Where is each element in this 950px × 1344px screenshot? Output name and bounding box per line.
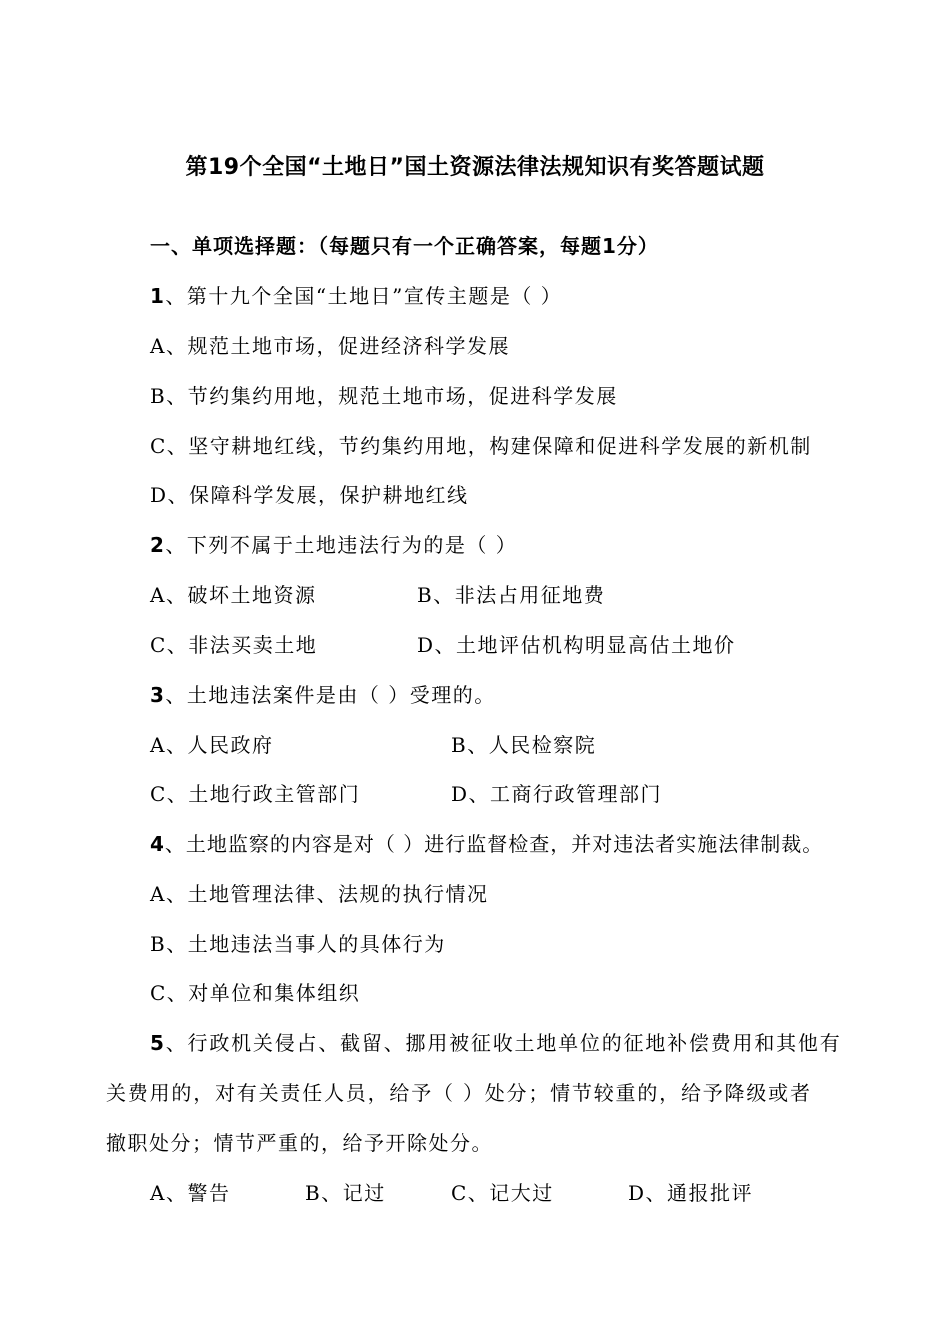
option-5a: A、警告	[150, 1181, 231, 1205]
question-5-continued: 关费用的，对有关责任人员，给予（ ）处分；情节较重的，给予降级或者	[106, 1081, 812, 1105]
option-1a: A、规范土地市场，促进经济科学发展	[150, 334, 510, 358]
question-5-continued: 撤职处分；情节严重的，给予开除处分。	[106, 1131, 493, 1155]
option-2d: D、土地评估机构明显高估土地价	[417, 633, 736, 657]
option-5c: C、记大过	[451, 1181, 554, 1205]
option-1d: D、保障科学发展，保护耕地红线	[150, 483, 469, 507]
question-number: 5	[150, 1031, 166, 1055]
option-3c: C、土地行政主管部门	[150, 782, 361, 806]
question-2	[150, 529, 517, 558]
option-3a: A、人民政府	[150, 733, 274, 757]
option-4a: A、土地管理法律、法规的执行情况	[150, 882, 489, 906]
option-4c: C、对单位和集体组织	[150, 981, 361, 1005]
option-4b: B、土地违法当事人的具体行为	[150, 932, 446, 956]
option-2b: B、非法占用征地费	[417, 583, 606, 607]
option-1b: B、节约集约用地，规范土地市场，促进科学发展	[150, 384, 618, 408]
question-number: 4	[150, 832, 165, 856]
option-5d: D、通报批评	[628, 1181, 754, 1205]
question-text: 、行政机关侵占、截留、挪用被征收土地单位的征地补偿费用和其他有	[165, 1031, 842, 1055]
option-3d: D、工商行政管理部门	[451, 782, 663, 806]
question-1	[150, 280, 562, 309]
option-5b: B、记过	[305, 1181, 386, 1205]
question-3	[150, 679, 496, 708]
question-4	[150, 828, 823, 857]
question-text: 、土地违法案件是由（ ）受理的。	[165, 683, 496, 707]
option-1c: C、坚守耕地红线，节约集约用地，构建保障和促进科学发展的新机制	[150, 434, 812, 458]
question-text: 、土地监察的内容是对（ ）进行监督检查，并对违法者实施法律制裁。	[164, 832, 824, 856]
question-number: 3	[150, 683, 166, 707]
question-text: 、第十九个全国“土地日”宣传主题是（ ）	[165, 284, 563, 308]
question-text: 、下列不属于土地违法行为的是（ ）	[165, 533, 518, 557]
option-2c: C、非法买卖土地	[150, 633, 318, 657]
option-2a: A、破坏土地资源	[150, 583, 317, 607]
question-number: 2	[150, 533, 166, 557]
question-number: 1	[150, 284, 166, 308]
page-title: 第19个全国“土地日”国土资源法律法规知识有奖答题试题	[185, 155, 765, 180]
question-5	[150, 1027, 842, 1056]
option-3b: B、人民检察院	[451, 733, 597, 757]
section-heading: 一、单项选择题：（每题只有一个正确答案，每题1分）	[150, 234, 659, 258]
